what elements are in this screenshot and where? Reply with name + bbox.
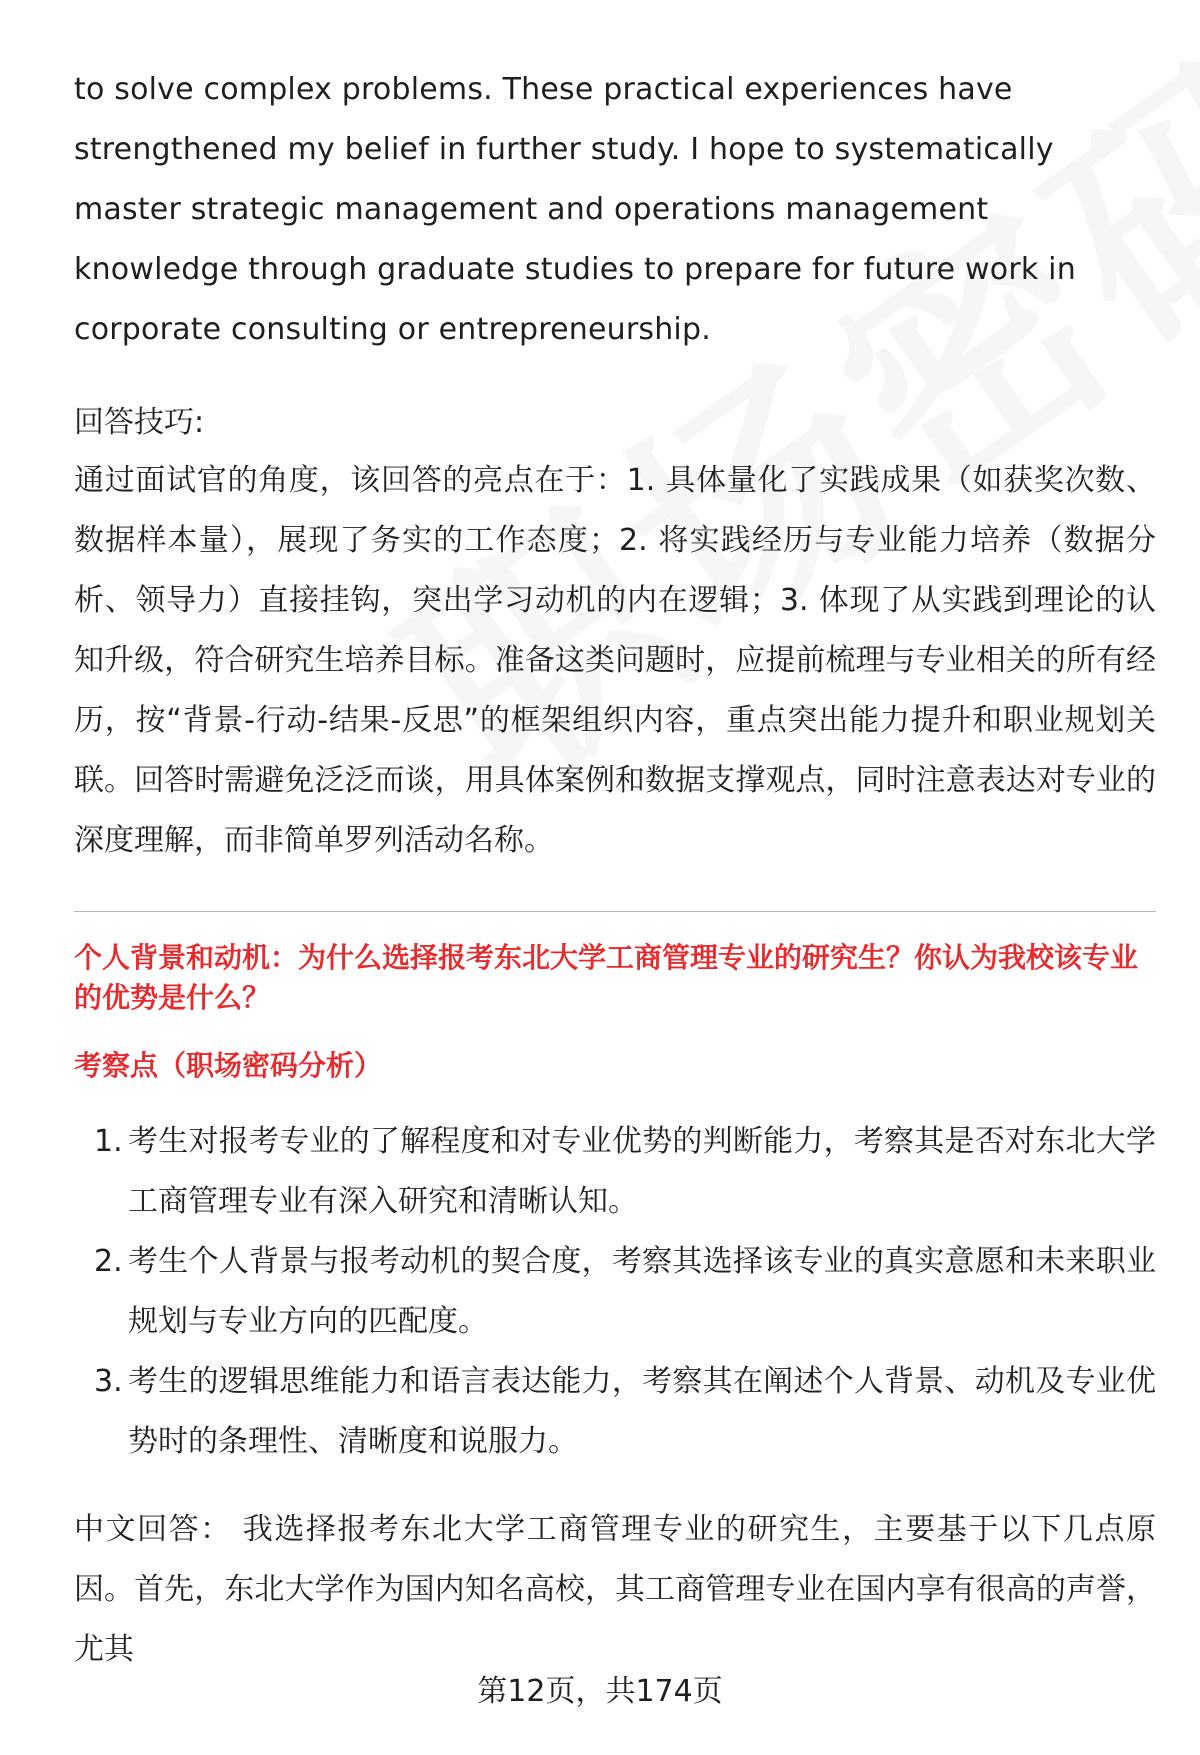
section-divider	[74, 911, 1156, 912]
page-footer: 第12页，共174页	[477, 1674, 723, 1709]
document-page	[74, 60, 1156, 1680]
list-number: 2.	[94, 1244, 123, 1279]
assessment-list	[74, 1112, 1156, 1472]
list-number: 3.	[94, 1364, 123, 1399]
list-text: 考生的逻辑思维能力和语言表达能力，考察其在阐述个人背景、动机及专业优势时的条理性、清晰度和说服力。	[128, 1364, 1156, 1459]
tips-body: 通过面试官的角度，该回答的亮点在于：1. 具体量化了实践成果（如获奖次数、数据样本量），展现了务实的工作态度；2. 将实践经历与专业能力培养（数据分析、领导力）直接挂钩，突出学习动机的内在逻辑；3. 体现了从实践到理论的认知升级，符合研究生培养目标。准备这类问题时，应提前梳理与专业相关的所有经历，按“背景-行动-结果-反思”的框架组织内容，重点突出能力提升和职业规划关联。回答时需避免泛泛而谈，用具体案例和数据支撑观点，同时注意表达对专业的深度理解，而非简单罗列活动名称。	[74, 463, 1156, 858]
tips-label: 回答技巧:	[74, 405, 205, 440]
list-text: 考生个人背景与报考动机的契合度，考察其选择该专业的真实意愿和未来职业规划与专业方向的匹配度。	[128, 1244, 1156, 1339]
list-item	[74, 1352, 1156, 1472]
intro-paragraph: to solve complex problems. These practical experiences have strengthened my belief in further study. I hope to systematically master strategic management and operations management knowledge through graduate studies to prepare for future work in corporate consulting or entrepreneurship.	[74, 72, 1076, 347]
question-heading: 个人背景和动机：为什么选择报考东北大学工商管理专业的研究生？你认为我校该专业的优势是什么？	[74, 941, 1139, 1014]
list-text: 考生对报考专业的了解程度和对专业优势的判断能力，考察其是否对东北大学工商管理专业有深入研究和清晰认知。	[128, 1124, 1156, 1219]
list-number: 1.	[94, 1124, 123, 1159]
answer-paragraph: 中文回答： 我选择报考东北大学工商管理专业的研究生，主要基于以下几点原因。首先，东北大学作为国内知名高校，其工商管理专业在国内享有很高的声誉，尤其	[74, 1512, 1156, 1667]
assessment-heading: 考察点（职场密码分析）	[74, 1049, 383, 1082]
list-item	[74, 1232, 1156, 1352]
list-item	[74, 1112, 1156, 1232]
